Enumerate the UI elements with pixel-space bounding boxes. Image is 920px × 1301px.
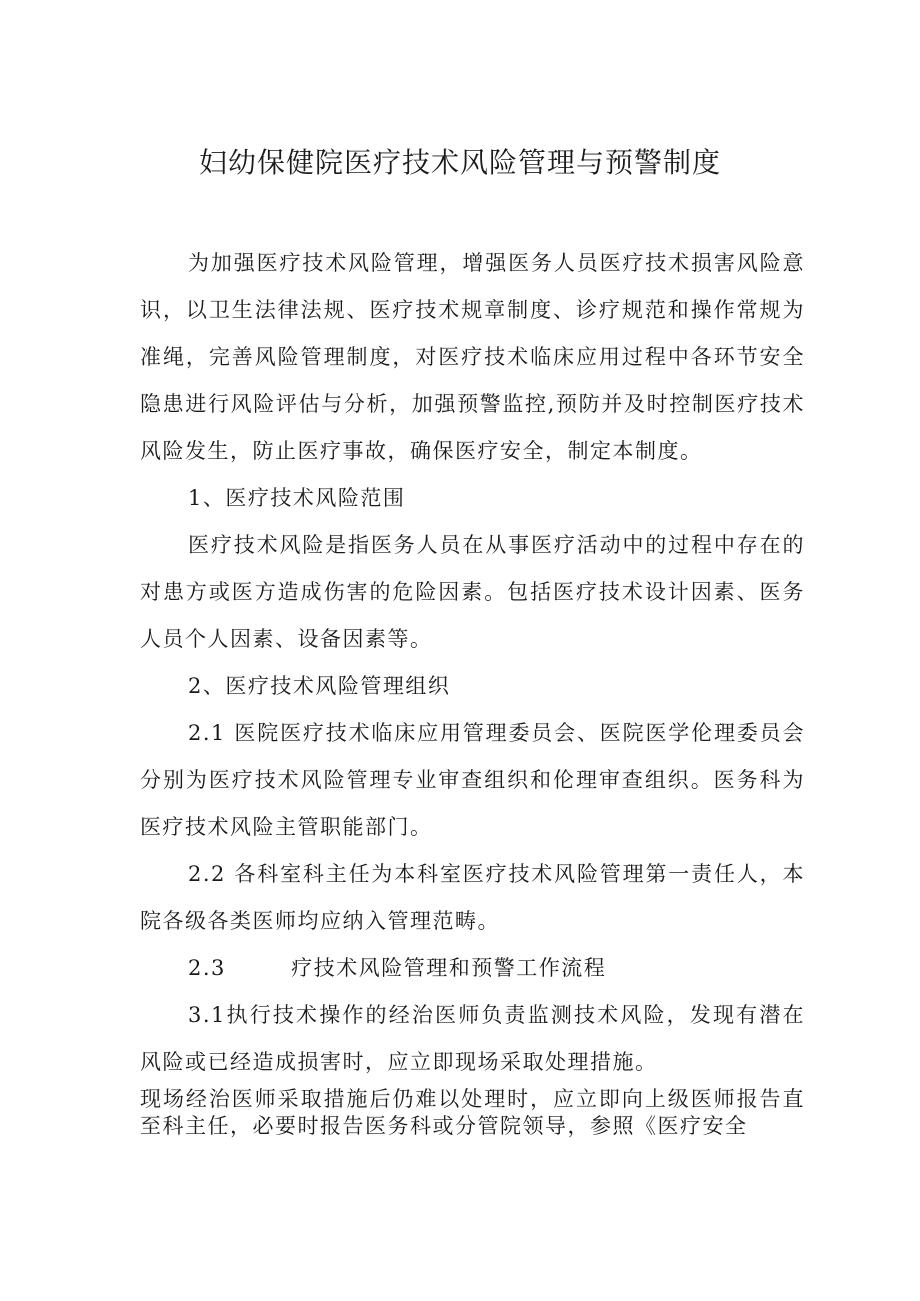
paragraph-intro: 为加强医疗技术风险管理，增强医务人员医疗技术损害风险意识，以卫生法律法规、医疗技术规章制度、诊疗规范和操作常规为准绳，完善风险管理制度，对医疗技术临床应用过程中各环节安全隐患进行风险评估与分析，加强预警监控,预防并及时控制医疗技术风险发生，防止医疗事故，确保医疗安全，制定本制度。 xyxy=(140,251,805,463)
paragraph-escalation: 现场经治医师采取措施后仍难以处理时，应立即向上级医师报告直至科主任，必要时报告医务科或分管院领导，参照《医疗安全 xyxy=(140,1087,805,1138)
paragraph-2-3: 2.3 疗技术风险管理和预警工作流程 xyxy=(188,956,607,980)
section-heading-1: 1、医疗技术风险范围 xyxy=(188,486,406,510)
paragraph-2-2: 2.2 各科室科主任为本科室医疗技术风险管理第一责任人，本院各级各类医师均应纳入管理范畴。 xyxy=(140,862,805,933)
section-heading-2: 2、医疗技术风险管理组织 xyxy=(188,674,451,698)
paragraph-risk-scope: 医疗技术风险是指医务人员在从事医疗活动中的过程中存在的对患方或医方造成伤害的危险因素。包括医疗技术设计因素、医务人员个人因素、设备因素等。 xyxy=(140,533,805,651)
paragraph-3-1: 3.1执行技术操作的经治医师负责监测技术风险，发现有潜在风险或已经造成损害时，应立即现场采取处理措施。 xyxy=(140,1003,805,1074)
document-body xyxy=(140,240,805,1140)
paragraph-2-1: 2.1 医院医疗技术临床应用管理委员会、医院医学伦理委员会分别为医疗技术风险管理专业审查组织和伦理审查组织。医务科为医疗技术风险主管职能部门。 xyxy=(140,721,805,839)
document-title: 妇幼保健院医疗技术风险管理与预警制度 xyxy=(198,146,721,179)
